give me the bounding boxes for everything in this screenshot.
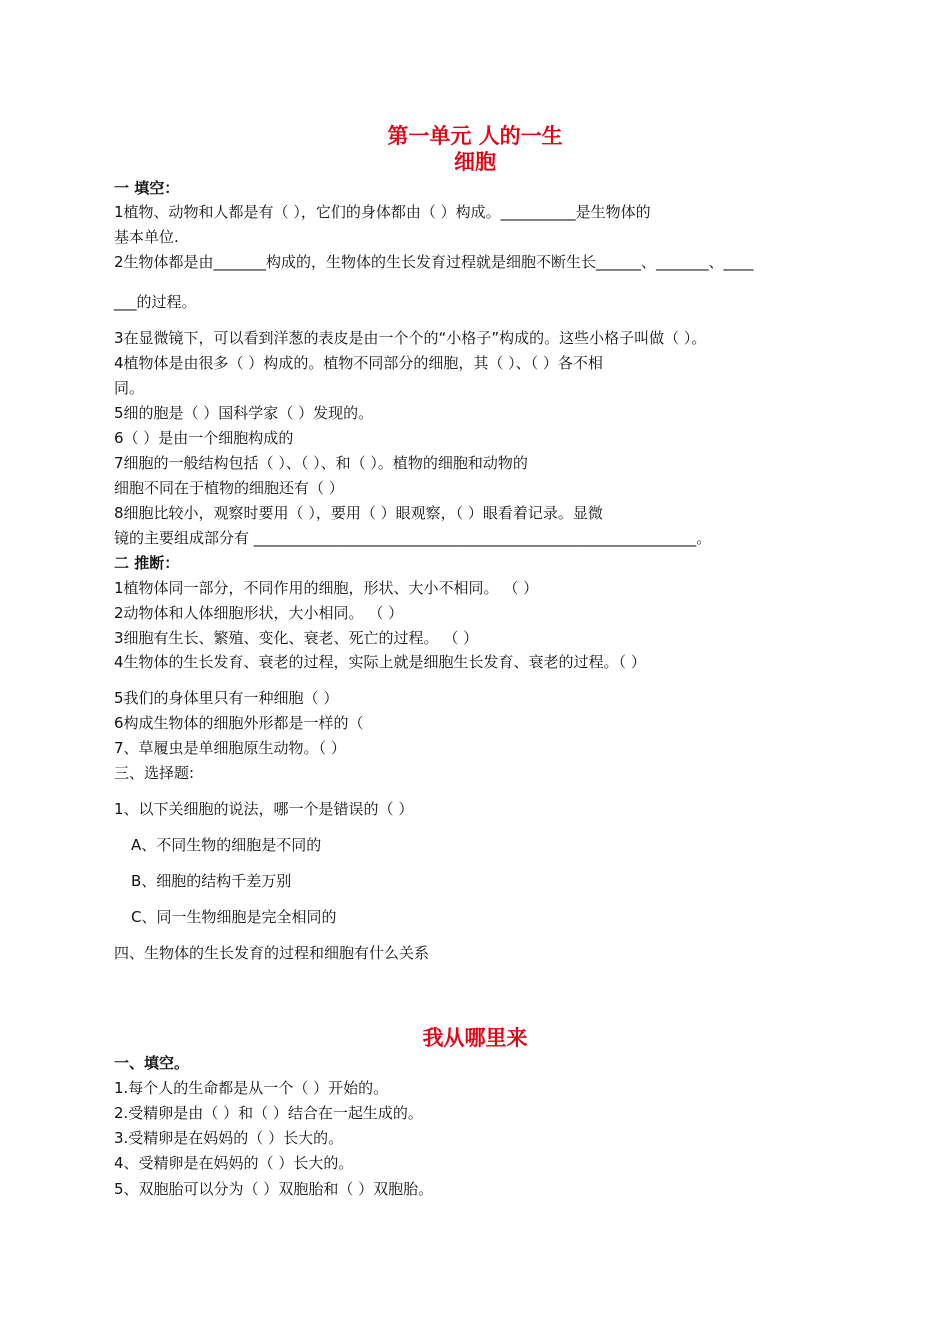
judgment-item: 7、草履虫是单细胞原生动物。（ ） — [114, 739, 346, 757]
choice-option-b: B、细胞的结构千差万别 — [131, 872, 292, 890]
question-line: 4、受精卵是在妈妈的（ ）长大的。 — [114, 1154, 354, 1172]
question-line: 8细胞比较小，观察时要用（ ），要用（ ）眼观察，（ ）眼看着记录。显微 — [114, 504, 603, 522]
judgment-item: 4生物体的生长发育、衰老的过程，实际上就是细胞生长发育、衰老的过程。（ ） — [114, 653, 646, 671]
question-line: 7细胞的一般结构包括（ ）、（ ）、和（ ）。植物的细胞和动物的 — [114, 454, 528, 472]
judgment-item: 1植物体同一部分，不同作用的细胞，形状、大小不相同。 （ ） — [114, 579, 539, 597]
section-title-origin: 我从哪里来 — [422, 1026, 528, 1050]
section-title-cell: 细胞 — [454, 150, 496, 174]
unit-title: 第一单元 人的一生 — [387, 124, 563, 148]
question-line: 基本单位. — [114, 228, 179, 246]
fill-blank-heading-2: 一、填空。 — [114, 1054, 190, 1072]
question-line: 2.受精卵是由（ ）和（ ）结合在一起生成的。 — [114, 1104, 423, 1122]
fill-blank-heading: 一 填空： — [114, 179, 180, 197]
question-line: 1植物、动物和人都是有（ ），它们的身体都由（ ）构成。__________是生物体的 — [114, 203, 651, 221]
short-answer-heading: 四、生物体的生长发育的过程和细胞有什么关系 — [114, 944, 430, 962]
choice-option-a: A、不同生物的细胞是不同的 — [131, 836, 322, 854]
judgment-item: 3细胞有生长、繁殖、变化、衰老、死亡的过程。 （ ） — [114, 629, 479, 647]
choice-question: 1、以下关细胞的说法，哪一个是错误的（ ） — [114, 800, 414, 818]
choice-heading: 三、选择题: — [114, 764, 195, 782]
judgment-item: 2动物体和人体细胞形状，大小相同。 （ ） — [114, 604, 404, 622]
question-line: 4植物体是由很多（ ）构成的。植物不同部分的细胞，其（ ）、（ ）各不相 — [114, 354, 603, 372]
question-line: 5、双胞胎可以分为（ ）双胞胎和（ ）双胞胎。 — [114, 1180, 434, 1198]
question-line: 细胞不同在于植物的细胞还有（ ） — [114, 479, 344, 497]
judgment-item: 6构成生物体的细胞外形都是一样的（ — [114, 714, 364, 732]
question-line: 1.每个人的生命都是从一个（ ）开始的。 — [114, 1079, 389, 1097]
question-line: 3在显微镜下，可以看到洋葱的表皮是由一个个的“小格子”构成的。这些小格子叫做（ ）。 — [114, 329, 707, 347]
question-line: 3.受精卵是在妈妈的（ ）长大的。 — [114, 1129, 344, 1147]
judgment-heading: 二 推断： — [114, 554, 180, 572]
question-line: 6（ ）是由一个细胞构成的 — [114, 429, 294, 447]
question-line: 同。 — [114, 379, 145, 397]
question-line: ___的过程。 — [114, 293, 197, 311]
question-line: 镜的主要组成部分有 ___________________________________________________________。 — [114, 529, 712, 547]
choice-option-c: C、同一生物细胞是完全相同的 — [131, 908, 337, 926]
question-line: 2生物体都是由_______构成的，生物体的生长发育过程就是细胞不断生长______、_______、____ — [114, 253, 754, 271]
question-line: 5细的胞是（ ）国科学家（ ）发现的。 — [114, 404, 374, 422]
judgment-item: 5我们的身体里只有一种细胞（ ） — [114, 689, 339, 707]
